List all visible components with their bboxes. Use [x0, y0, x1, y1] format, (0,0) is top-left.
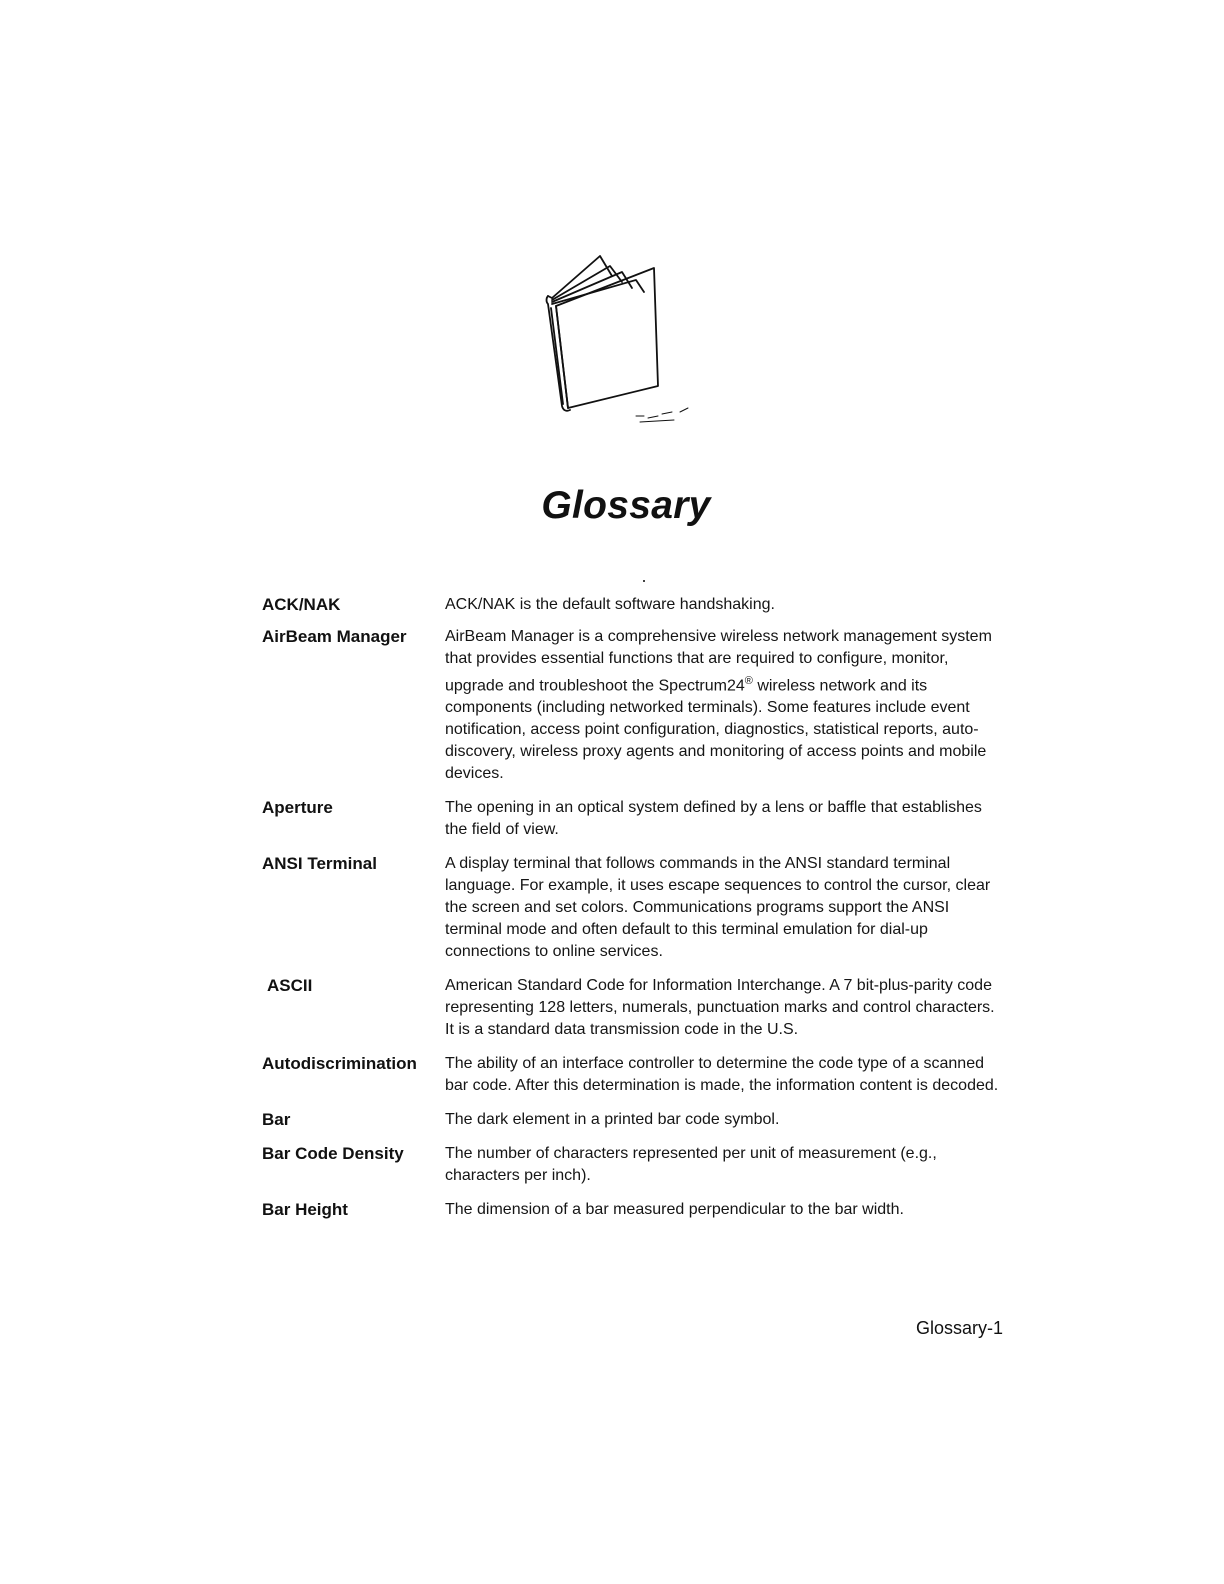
glossary-definition: The number of characters represented per unit of measurement (e.g., characters per inch). [445, 1145, 937, 1185]
glossary-term: ACK/NAK [262, 595, 341, 614]
glossary-term: Autodiscrimination [262, 1054, 417, 1074]
glossary-definition: The ability of an interface controller to determine the code type of a scanned bar code. After this determination is made, the information content is decoded. [445, 1055, 999, 1095]
definition-text: wireless network and its components (including networked terminals). Some features include event notification, access point configuration, diagnostics, statistical reports, auto-discovery, wireless proxy agents and monitoring of access points and mobile devices. [445, 677, 987, 783]
page-title: Glossary [541, 484, 711, 528]
open-book-icon [540, 248, 710, 430]
glossary-entry [262, 1199, 1002, 1221]
glossary-entry [262, 626, 1002, 785]
definition-text: AirBeam Manager is a comprehensive wireless network management system that provides essential functions that are required to configure, monitor, upgrade and troubleshoot the Spectrum24 [445, 628, 992, 695]
glossary-definition: The dark element in a printed bar code symbol. [445, 1111, 780, 1129]
glossary-definition: The opening in an optical system defined by a lens or baffle that establishes the field of view. [445, 799, 982, 839]
glossary-term: Bar [262, 1110, 291, 1130]
glossary-definition: American Standard Code for Information Interchange. A 7 bit-plus-parity code representing 128 letters, numerals, punctuation marks and control characters. It is a standard data transmission code in the U.S. [445, 977, 995, 1039]
glossary-definition [445, 626, 1002, 785]
glossary-definition: ACK/NAK is the default software handshaking. [445, 596, 775, 613]
glossary-term: AirBeam Manager [262, 627, 407, 646]
glossary-term: Bar Height [262, 1200, 348, 1220]
glossary-term: ANSI Terminal [262, 854, 377, 874]
glossary-entry [262, 594, 1002, 616]
glossary-entry [262, 975, 1002, 1041]
glossary-entry [262, 1143, 1002, 1187]
glossary-entry [262, 1109, 1002, 1131]
glossary-entry [262, 853, 1002, 963]
glossary-list [262, 594, 1002, 1231]
glossary-term: ASCII [267, 976, 313, 996]
registered-mark: ® [744, 675, 753, 687]
glossary-entry [262, 1053, 1002, 1097]
scan-artifact-dot [643, 580, 645, 582]
glossary-entry [262, 797, 1002, 841]
glossary-definition: The dimension of a bar measured perpendicular to the bar width. [445, 1201, 904, 1219]
page-number: Glossary-1 [916, 1318, 1004, 1338]
glossary-definition: A display terminal that follows commands in the ANSI standard terminal language. For example, it uses escape sequences to control the cursor, clear the screen and set colors. Communications programs support the ANSI terminal mode and often default to this terminal emulation for dial-up connections to online services. [445, 855, 991, 961]
glossary-term: Aperture [262, 798, 333, 818]
glossary-term: Bar Code Density [262, 1144, 404, 1164]
